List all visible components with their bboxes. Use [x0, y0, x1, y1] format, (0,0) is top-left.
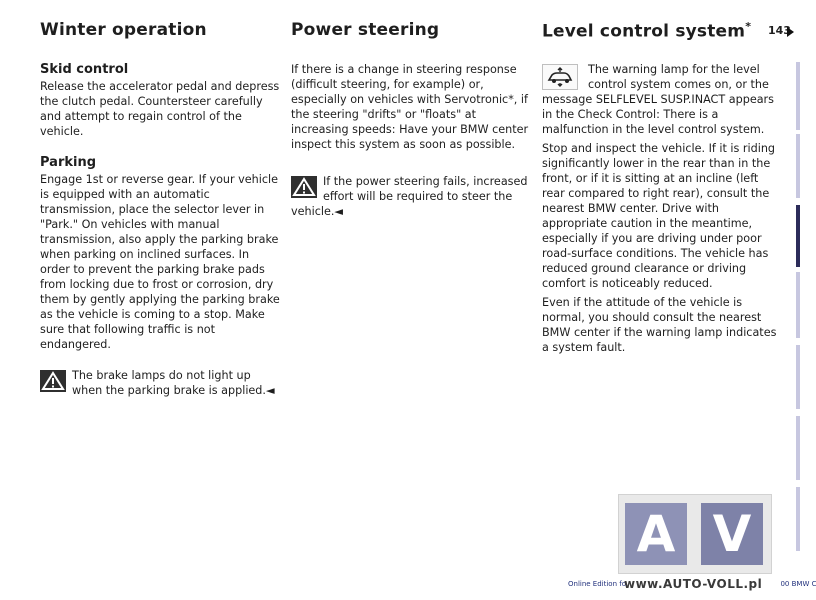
footer-edition-tail: 00 BMW C	[780, 580, 816, 588]
chapter-tab[interactable]	[796, 487, 800, 551]
power-steering-warning-note	[291, 174, 531, 219]
section-title-winter-operation: Winter operation	[40, 20, 207, 40]
watermark-logo	[618, 494, 772, 574]
optional-equipment-mark: *	[745, 20, 752, 33]
parking-warning-text: The brake lamps do not light up when the parking brake is applied.◄	[72, 369, 275, 397]
level-control-normal-text: Even if the attitude of the vehicle is normal, you should consult the nearest BMW center if the warning lamp indicates a system fault.	[542, 296, 777, 354]
section-title-power-steering: Power steering	[291, 20, 440, 40]
watermark-letter-v: V	[701, 503, 763, 565]
level-control-lamp-text: The warning lamp for the level control system comes on, or the message SELFLEVEL SUSP.INACT appears in the Check Control: There is a malfunction in the level control system.	[542, 63, 774, 136]
footer-url[interactable]: www.AUTO-VOLL.pl	[624, 577, 763, 591]
footer-edition-text: Online Edition fo	[568, 580, 626, 588]
page-number: 143	[768, 24, 791, 37]
power-steering-warning-text: If the power steering fails, increased effort will be required to steer the vehicle.◄	[291, 175, 528, 218]
column-level-control-system	[542, 20, 782, 359]
page-marker-triangle-icon	[787, 27, 794, 37]
level-control-inspect-text: Stop and inspect the vehicle. If it is riding significantly lower in the rear than in the front, or if it is sitting at an incline (left rear compared to right rear), consult the nearest BMW center. Drive with appropriate caution in the meantime, especially if you are driving under poor road-surface conditions. The vehicle has reduced ground clearance or driving comfort is noticeably reduced.	[542, 142, 776, 290]
chapter-tab[interactable]	[796, 62, 800, 130]
level-control-warning-block	[542, 62, 782, 137]
level-control-title-text: Level control system	[542, 21, 746, 42]
level-control-lamp-icon	[542, 64, 578, 90]
section-title-level-control	[542, 20, 782, 44]
parking-warning-note	[40, 368, 280, 398]
parking-text: Engage 1st or reverse gear. If your vehicle is equipped with an automatic transmission, place the selector lever in "Park." On vehicles with manual transmission, also apply the parking brake when parking on inclined surfaces. In order to prevent the parking brake pads from locking due to frost or corrosion, dry them by gently applying the parking brake as the vehicle is coming to a stop. Make sure that following traffic is not endangered.	[40, 173, 280, 351]
subheading-skid-control: Skid control	[40, 62, 129, 77]
subheading-parking: Parking	[40, 155, 97, 170]
column-winter-operation	[40, 20, 280, 414]
chapter-tab[interactable]	[796, 134, 800, 198]
chapter-tab[interactable]	[796, 272, 800, 338]
chapter-tab-active[interactable]	[796, 205, 800, 267]
watermark-letter-a: A	[625, 503, 687, 565]
warning-triangle-icon	[40, 370, 66, 392]
warning-triangle-icon	[291, 176, 317, 198]
power-steering-text: If there is a change in steering response (difficult steering, for example) or, especially on vehicles with Servotronic*, if the steering "drifts" or "floats" at increasing speeds: Have your BMW center inspect this system as soon as possible.	[291, 63, 529, 151]
chapter-tab[interactable]	[796, 416, 800, 480]
column-power-steering	[291, 20, 531, 241]
chapter-tab[interactable]	[796, 345, 800, 409]
skid-control-text: Release the accelerator pedal and depress the clutch pedal. Countersteer carefully and attempt to regain control of the vehicle.	[40, 80, 280, 138]
